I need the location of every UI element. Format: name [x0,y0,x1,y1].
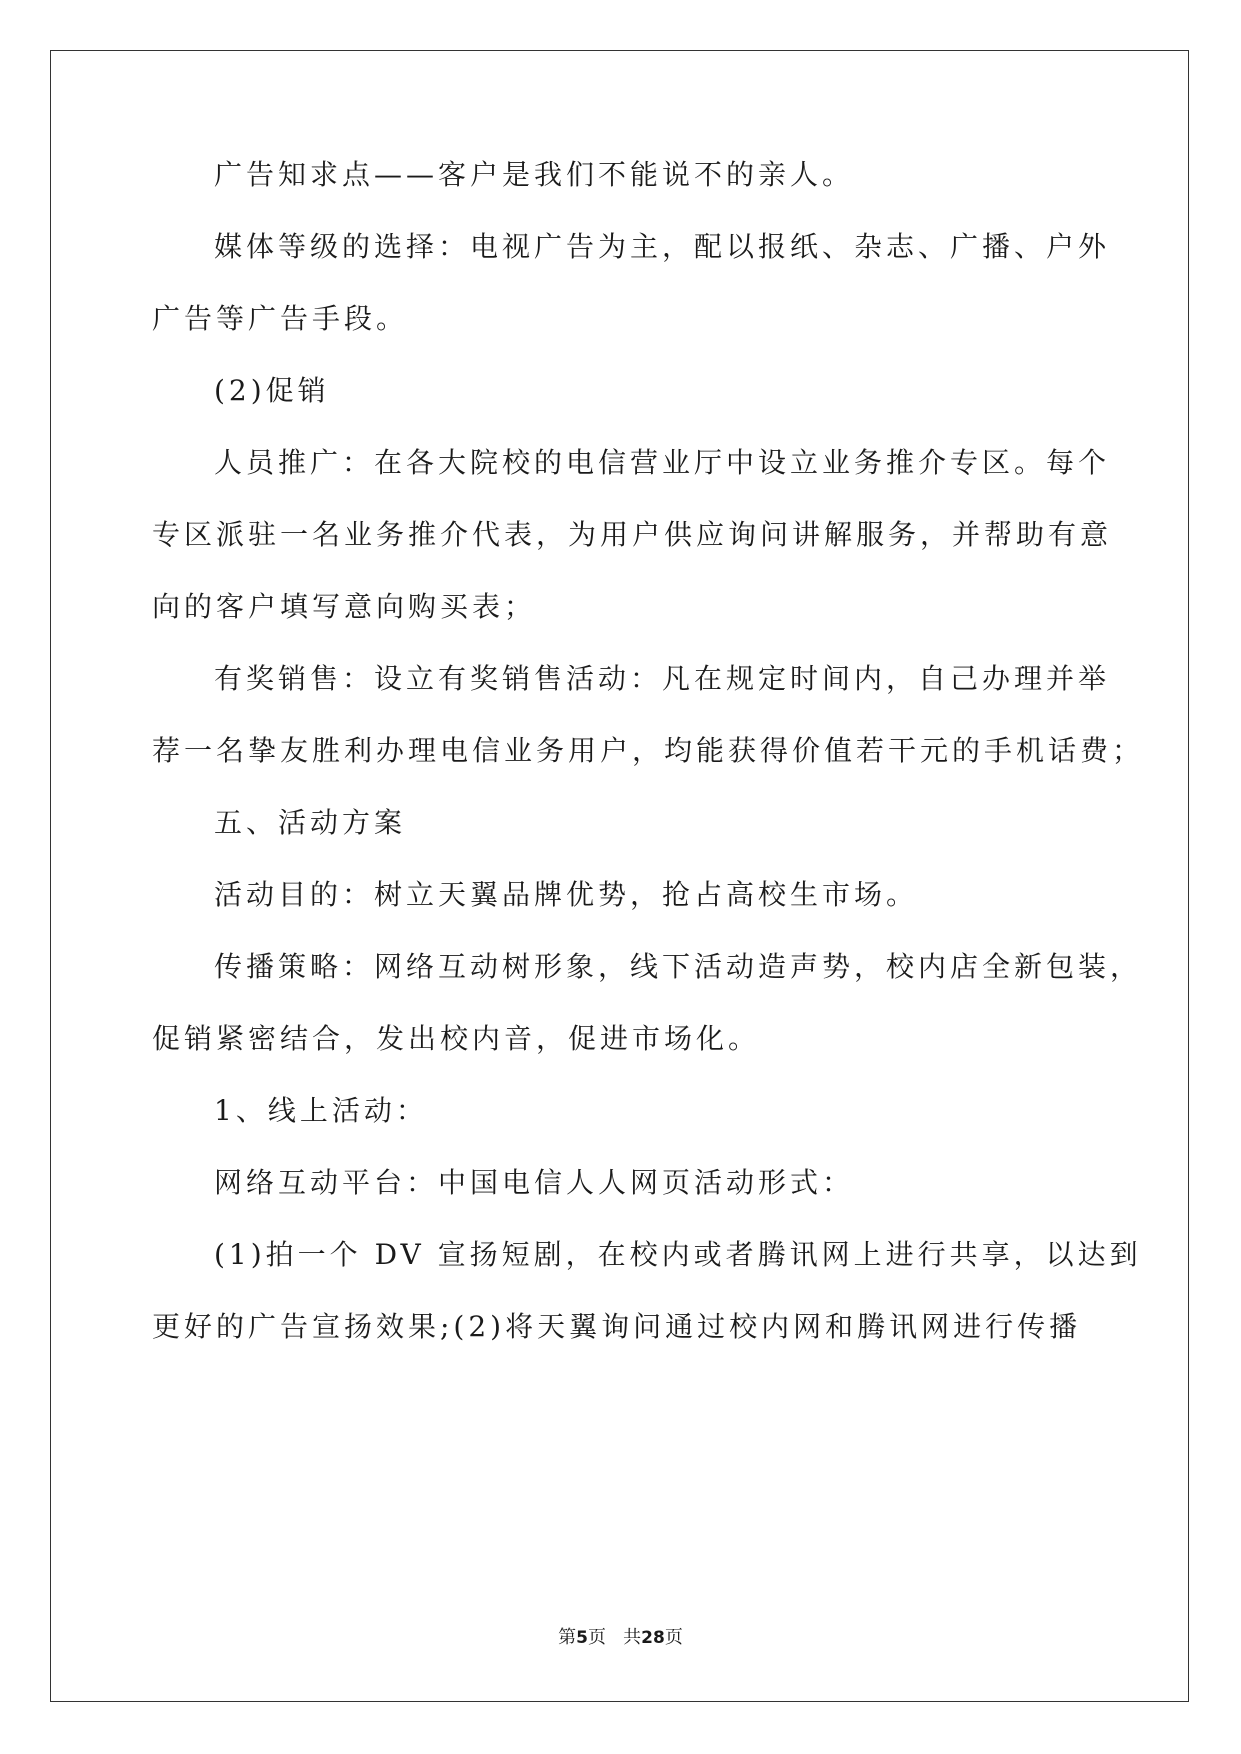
paragraph-line: 向的客户填写意向购买表； [152,590,537,623]
paragraph-line: 专区派驻一名业务推介代表，为用户供应询问讲解服务，并帮助有意 [152,518,1113,551]
paragraph-line: 更好的广告宣扬效果;(2)将天翼询问通过校内网和腾讯网进行传播 [152,1310,1082,1343]
section-heading: 五、活动方案 [214,806,407,839]
paragraph-line: 促销紧密结合，发出校内音，促进市场化。 [152,1022,761,1055]
paragraph-line: 广告等广告手段。 [152,302,409,335]
footer-total-pages: 28 [641,1628,665,1648]
paragraph-line: 荐一名挚友胜利办理电信业务用户，均能获得价值若干元的手机话费； [152,734,1145,767]
paragraph-line: 人员推广：在各大院校的电信营业厅中设立业务推介专区。每个 [214,446,1111,479]
paragraph-line: 媒体等级的选择：电视广告为主，配以报纸、杂志、广播、户外 [214,230,1111,263]
page-footer [0,1626,1241,1650]
paragraph-line: 网络互动平台：中国电信人人网页活动形式： [214,1166,855,1199]
paragraph-line: 广告知求点——客户是我们不能说不的亲人。 [214,158,855,191]
paragraph-line: (1)拍一个 DV 宣扬短剧，在校内或者腾讯网上进行共享，以达到 [214,1238,1142,1271]
paragraph-line: 有奖销售：设立有奖销售活动：凡在规定时间内，自己办理并举 [214,662,1111,695]
footer-page-number: 5 [576,1628,588,1648]
section-heading: (2)促销 [214,374,330,407]
page-border [50,50,1189,1702]
paragraph-line: 活动目的：树立天翼品牌优势，抢占高校生市场。 [214,878,919,911]
paragraph-line: 传播策略：网络互动树形象，线下活动造声势，校内店全新包装， [214,950,1143,983]
footer-middle: 页 共 [588,1627,642,1648]
footer-suffix: 页 [664,1627,683,1648]
section-heading: 1、线上活动： [214,1094,428,1127]
footer-prefix: 第 [558,1627,577,1648]
